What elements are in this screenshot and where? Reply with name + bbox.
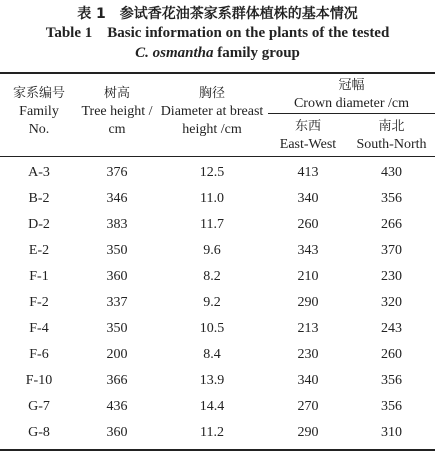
table-row	[0, 160, 435, 186]
cell-height: 350	[106, 243, 128, 258]
header-sn-en: South-North	[356, 137, 427, 152]
cell-family: G-8	[28, 425, 50, 440]
cell-family: F-6	[29, 347, 49, 362]
header-east-west	[268, 118, 348, 154]
cell-family: G-7	[28, 399, 50, 414]
header-crown	[268, 77, 435, 113]
cell-family: F-1	[29, 269, 49, 284]
cell-family: F-4	[29, 321, 49, 336]
table-row	[0, 368, 435, 394]
cell-height: 337	[106, 295, 128, 310]
table-title-zh: 表 1 参试香花油茶家系群体植株的基本情况	[77, 6, 358, 22]
cell-height: 360	[106, 269, 128, 284]
cell-dbh: 13.9	[199, 373, 225, 388]
table-header-rule	[0, 156, 435, 157]
cell-south-north: 430	[381, 165, 402, 180]
cell-east-west: 290	[297, 425, 319, 440]
cell-dbh: 8.4	[203, 347, 221, 362]
cell-dbh: 12.5	[199, 165, 225, 180]
table-title-en-line2	[0, 43, 435, 63]
cell-height: 346	[106, 191, 128, 206]
cell-dbh: 9.2	[203, 295, 221, 310]
cell-dbh: 11.0	[200, 191, 224, 206]
header-family-zh: 家系编号	[12, 86, 65, 101]
header-dbh-en-2: height /cm	[182, 122, 242, 137]
cell-height: 350	[106, 321, 128, 336]
cell-family: B-2	[28, 191, 50, 206]
cell-family: D-2	[28, 217, 50, 232]
header-crown-en: Crown diameter /cm	[293, 96, 410, 111]
table-row	[0, 316, 435, 342]
header-crown-zh: 冠幅	[338, 78, 365, 93]
header-height	[72, 85, 162, 139]
cell-east-west: 270	[297, 399, 319, 414]
cell-east-west: 213	[297, 321, 319, 336]
table-bottom-rule	[0, 449, 435, 451]
cell-east-west: 260	[297, 217, 319, 232]
cell-dbh: 11.7	[200, 217, 224, 232]
cell-south-north: 370	[381, 243, 402, 258]
header-height-en-1: Tree height /	[81, 104, 153, 119]
table-row	[0, 212, 435, 238]
crown-subheader-rule	[268, 113, 435, 114]
header-ew-en: East-West	[279, 137, 337, 152]
cell-dbh: 14.4	[199, 399, 225, 414]
cell-east-west: 343	[297, 243, 319, 258]
cell-south-north: 356	[381, 399, 402, 414]
table-row	[0, 290, 435, 316]
table-row	[0, 186, 435, 212]
cell-dbh: 11.2	[200, 425, 224, 440]
cell-dbh: 10.5	[199, 321, 225, 336]
cell-height: 436	[106, 399, 128, 414]
table-title-en-rest: family group	[213, 45, 300, 61]
cell-family: A-3	[28, 165, 50, 180]
table-row	[0, 264, 435, 290]
header-south-north	[348, 118, 435, 154]
table-top-rule	[0, 72, 435, 74]
cell-south-north: 230	[381, 269, 402, 284]
cell-height: 366	[106, 373, 128, 388]
cell-east-west: 340	[297, 191, 319, 206]
table-row	[0, 342, 435, 368]
header-dbh-zh: 胸径	[198, 86, 225, 101]
header-family-en-2: No.	[28, 122, 50, 137]
cell-family: F-2	[29, 295, 49, 310]
cell-east-west: 290	[297, 295, 319, 310]
header-ew-zh: 东西	[294, 119, 321, 134]
cell-height: 376	[106, 165, 128, 180]
cell-dbh: 9.6	[203, 243, 221, 258]
cell-south-north: 243	[381, 321, 402, 336]
header-dbh-en-1: Diameter at breast	[160, 104, 264, 119]
table-row	[0, 420, 435, 446]
cell-south-north: 320	[381, 295, 402, 310]
header-dbh	[156, 85, 268, 139]
header-height-zh: 树高	[103, 86, 130, 101]
cell-east-west: 230	[297, 347, 319, 362]
cell-south-north: 310	[381, 425, 402, 440]
table-caption	[0, 5, 435, 63]
cell-south-north: 356	[381, 191, 402, 206]
cell-height: 360	[106, 425, 128, 440]
header-family-en-1: Family	[19, 104, 59, 119]
species-name: C. osmantha	[135, 45, 214, 61]
table-row	[0, 238, 435, 264]
cell-south-north: 356	[381, 373, 402, 388]
cell-east-west: 413	[297, 165, 319, 180]
cell-south-north: 266	[381, 217, 402, 232]
header-sn-zh: 南北	[378, 119, 405, 134]
table-title-en: Table 1 Basic information on the plants of the tested	[45, 25, 390, 41]
cell-east-west: 210	[297, 269, 319, 284]
cell-family: E-2	[28, 243, 50, 258]
cell-family: F-10	[25, 373, 53, 388]
cell-height: 200	[106, 347, 128, 362]
cell-east-west: 340	[297, 373, 319, 388]
header-family	[0, 85, 78, 139]
cell-south-north: 260	[381, 347, 402, 362]
header-height-en-2: cm	[108, 122, 126, 137]
cell-height: 383	[106, 217, 128, 232]
table-row	[0, 394, 435, 420]
cell-dbh: 8.2	[203, 269, 221, 284]
